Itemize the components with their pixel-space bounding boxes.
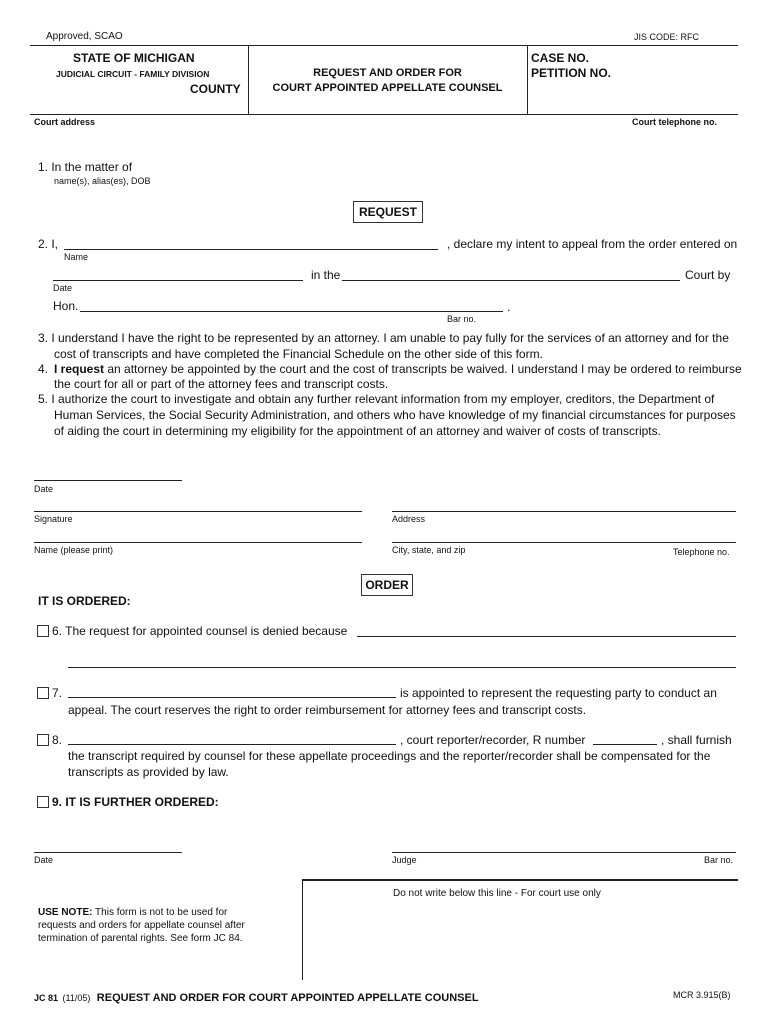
item3-line2: cost of transcripts and have completed the Financial Schedule on the other side of this form.: [54, 347, 543, 361]
order-date-field[interactable]: [34, 852, 182, 853]
form-title-line1: REQUEST AND ORDER FOR: [313, 67, 462, 79]
court-telephone-label: Court telephone no.: [632, 117, 717, 127]
item5-line1: 5. I authorize the court to investigate and obtain any further relevant information from my employer, creditors, the Department of: [38, 392, 715, 406]
form-footer: [34, 988, 479, 1006]
in-the-label: in the: [311, 268, 341, 282]
form-id: JC 81: [34, 993, 59, 1003]
circuit-label: JUDICIAL CIRCUIT - FAMILY DIVISION: [56, 69, 210, 79]
court-address-label: Court address: [34, 117, 96, 127]
item4-text: an attorney be appointed by the court and the cost of transcripts be waived. I understand I may be ordered to reimburse: [104, 362, 742, 376]
order-bar-no-label: Bar no.: [704, 855, 734, 865]
city-state-zip-field[interactable]: [392, 542, 736, 543]
order-date-field[interactable]: [53, 280, 303, 281]
use-note-line2: requests and orders for appellate counsel after: [38, 920, 245, 931]
approval-note: Approved, SCAO: [46, 31, 123, 42]
footer-form-title: REQUEST AND ORDER FOR COURT APPOINTED APPELLATE COUNSEL: [96, 992, 479, 1004]
name-print-field[interactable]: [34, 542, 362, 543]
name-label: Name: [64, 252, 89, 262]
court-name-field[interactable]: [342, 280, 680, 281]
matter-label: 1. In the matter of: [38, 160, 133, 174]
judge-signature-field[interactable]: [392, 852, 736, 853]
city-state-zip-label: City, state, and zip: [392, 545, 466, 555]
telephone-label: Telephone no.: [673, 547, 730, 557]
item6-reason-field[interactable]: [357, 636, 736, 637]
item8-checkbox[interactable]: [37, 734, 49, 746]
hon-label: Hon.: [53, 299, 79, 313]
court-use-label: Do not write below this line - For court use only: [393, 888, 601, 899]
order-date-label: Date: [34, 855, 54, 865]
petition-number-label: PETITION NO.: [531, 66, 612, 80]
address-field[interactable]: [392, 511, 736, 512]
form-date: (11/05): [62, 993, 91, 1003]
item5-line2: Human Services, the Social Security Administration, and others who have knowledge of my financial circumstances for purposes: [54, 408, 736, 422]
signature-label: Signature: [34, 514, 73, 524]
request-heading: REQUEST: [353, 201, 423, 223]
item4-number: 4.: [38, 362, 49, 376]
it-is-ordered: IT IS ORDERED:: [38, 594, 131, 608]
use-note-label: USE NOTE:: [38, 907, 93, 918]
item8-line3: transcripts as provided by law.: [68, 765, 229, 779]
item8-r-number-field[interactable]: [593, 744, 657, 745]
item8-end: , shall furnish: [661, 733, 732, 747]
name-print-label: Name (please print): [34, 545, 114, 555]
header-bottom-rule: [30, 114, 738, 115]
use-note-line1: [38, 906, 298, 919]
item7-number: 7.: [52, 686, 63, 700]
signature-date-label: Date: [34, 484, 54, 494]
hon-period: .: [507, 300, 511, 314]
header-divider-left: [248, 45, 249, 114]
item8-line2: the transcript required by counsel for these appellate proceedings and the reporter/recorder shall be compensated for the: [68, 749, 711, 763]
matter-sublabel: name(s), alias(es), DOB: [54, 176, 151, 186]
item3-line1: 3. I understand I have the right to be represented by an attorney. I am unable to pay fully for the services of an attorney and for the: [38, 331, 729, 345]
item5-line3: of aiding the court in determining my eligibility for the appointment of an attorney and waiver of costs of transcripts.: [54, 424, 661, 438]
state-name: STATE OF MICHIGAN: [73, 51, 195, 65]
address-label: Address: [392, 514, 426, 524]
item7-line2: appeal. The court reserves the right to order reimbursement for attorney fees and transcript costs.: [68, 703, 587, 717]
jis-code: JIS CODE: RFC: [634, 32, 700, 42]
item4-line2: the court for all or part of the attorney fees and transcript costs.: [54, 377, 389, 391]
item6-text: 6. The request for appointed counsel is denied because: [52, 624, 348, 638]
header-divider-right: [527, 45, 528, 114]
item8-reporter-field[interactable]: [68, 744, 396, 745]
item7-attorney-field[interactable]: [68, 697, 396, 698]
item9-text: 9. IT IS FURTHER ORDERED:: [52, 795, 219, 809]
use-note-line3: termination of parental rights. See form JC 84.: [38, 933, 243, 944]
county-label: COUNTY: [190, 82, 241, 96]
name-field[interactable]: [64, 249, 438, 250]
item8-number: 8.: [52, 733, 63, 747]
item6-reason-field-2[interactable]: [68, 667, 736, 668]
item6-checkbox[interactable]: [37, 625, 49, 637]
judge-label: Judge: [392, 855, 417, 865]
bar-no-label-item2: Bar no.: [447, 314, 477, 324]
court-use-divider: [302, 881, 303, 980]
signature-field[interactable]: [34, 511, 362, 512]
signature-date-field[interactable]: [34, 480, 182, 481]
item4-line1: [54, 361, 742, 377]
mcr-reference: MCR 3.915(B): [673, 990, 731, 1000]
item7-suffix: is appointed to represent the requesting party to conduct an: [400, 686, 717, 700]
court-use-rule: [302, 879, 738, 881]
item8-middle: , court reporter/recorder, R number: [400, 733, 586, 747]
order-heading: ORDER: [361, 574, 413, 596]
court-by-label: Court by: [685, 268, 731, 282]
item2-suffix: , declare my intent to appeal from the order entered on: [447, 237, 738, 251]
form-title-line2: COURT APPOINTED APPELLATE COUNSEL: [272, 82, 503, 94]
item7-checkbox[interactable]: [37, 687, 49, 699]
case-number-label: CASE NO.: [531, 51, 590, 65]
use-note-text: This form is not to be used for: [92, 907, 228, 918]
judge-name-field[interactable]: [80, 311, 503, 312]
use-note: [38, 906, 298, 945]
item2-prefix: 2. I,: [38, 237, 59, 251]
item4-emphasis: I request: [54, 362, 105, 376]
header-top-rule: [30, 45, 738, 46]
date-label-item2: Date: [53, 283, 73, 293]
item9-checkbox[interactable]: [37, 796, 49, 808]
